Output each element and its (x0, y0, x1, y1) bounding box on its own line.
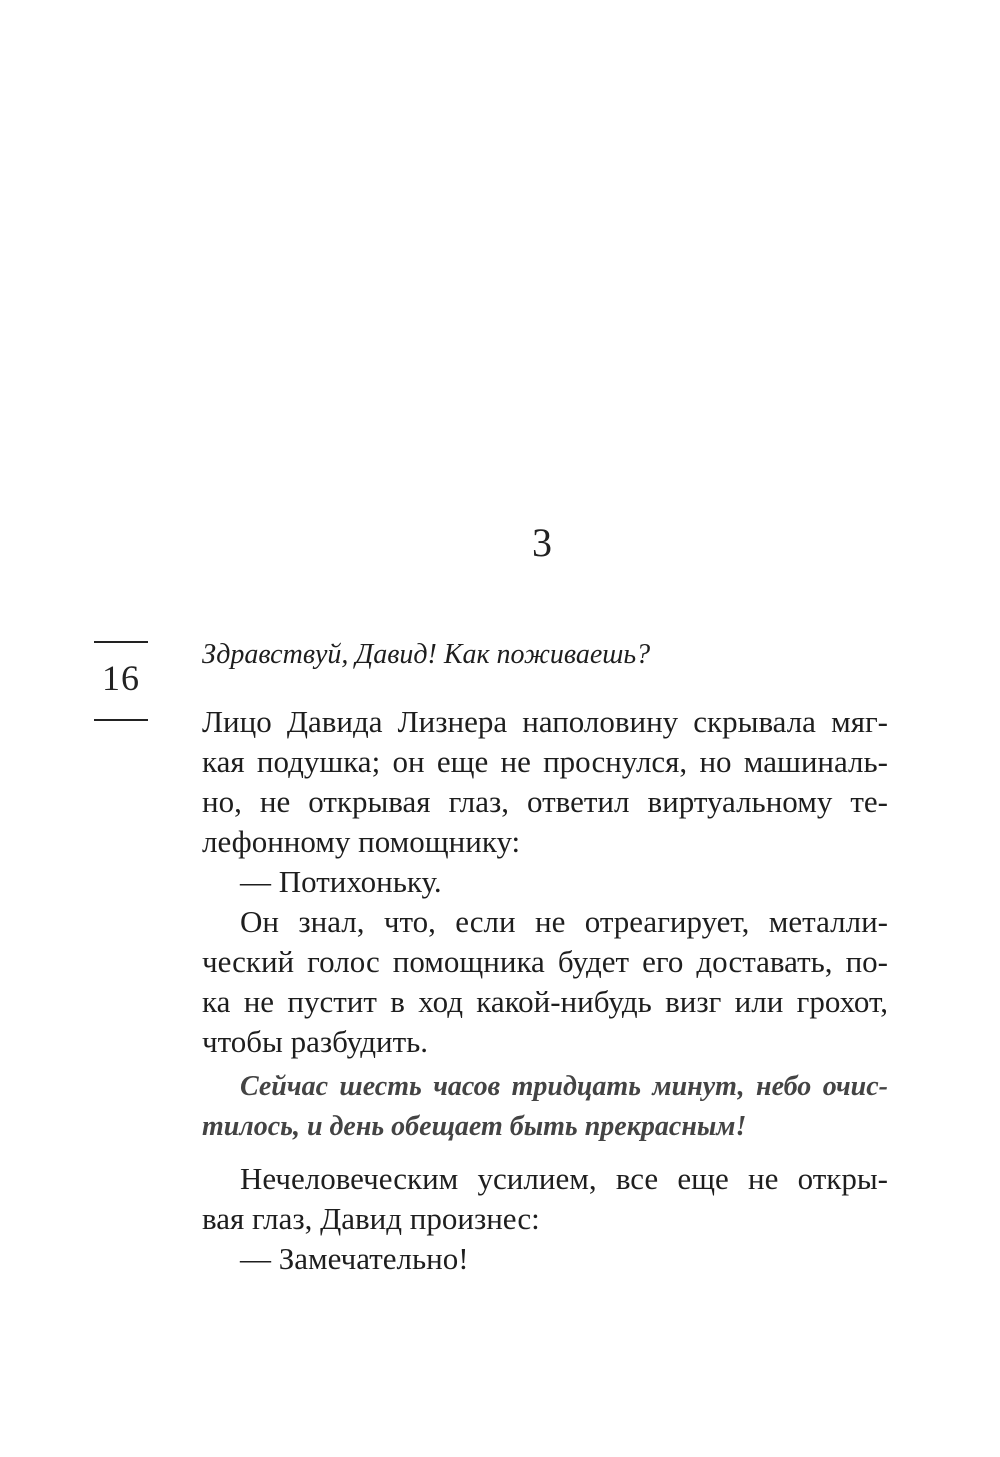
text-line: но, не открывая глаз, ответил виртуальному те- (202, 784, 888, 819)
text-line: Он знал, что, если не отреагирует, металли- (240, 904, 888, 939)
text-line: вая глаз, Давид произнес: (202, 1201, 540, 1236)
assistant-message-first (202, 1067, 888, 1107)
text-line: тилось, и день обещает быть прекрасным! (202, 1111, 747, 1142)
page-number-top-rule (94, 641, 148, 643)
narrative-section-1 (202, 702, 888, 1062)
text-line: Нечеловеческим усилием, все еще не откры- (240, 1161, 888, 1196)
text-line: чтобы разбудить. (202, 1024, 429, 1059)
narrative-section-2 (202, 1159, 888, 1279)
page-marker (94, 641, 148, 721)
greeting-line: Здравствуй, Давид! Как поживаешь? (202, 639, 651, 670)
text-line: лефонному помощнику: (202, 824, 521, 859)
assistant-message (202, 1067, 888, 1147)
page-number-bottom-rule (94, 719, 148, 721)
chapter-number: 3 (532, 520, 552, 565)
paragraph-1 (202, 702, 888, 862)
paragraph-3 (202, 1159, 888, 1199)
page-number: 16 (102, 658, 140, 698)
text-line: Сейчас шесть часов тридцать минут, небо очис- (240, 1071, 888, 1102)
paragraph-2-continued (202, 942, 888, 1062)
dialogue-line-2: — Замечательно! (240, 1241, 469, 1276)
assistant-message-rest (202, 1107, 888, 1147)
paragraph-2 (202, 902, 888, 942)
text-line: кая подушка; он еще не проснулся, но машиналь- (202, 744, 888, 779)
dialogue-line-1: — Потихоньку. (240, 864, 442, 899)
paragraph-3-continued (202, 1199, 888, 1239)
text-line: Лицо Давида Лизнера наполовину скрывала мяг- (202, 704, 888, 739)
text-line: ка не пустит в ход какой-нибудь визг или грохот, (202, 984, 888, 1019)
text-line: ческий голос помощника будет его доставать, по- (202, 944, 888, 979)
